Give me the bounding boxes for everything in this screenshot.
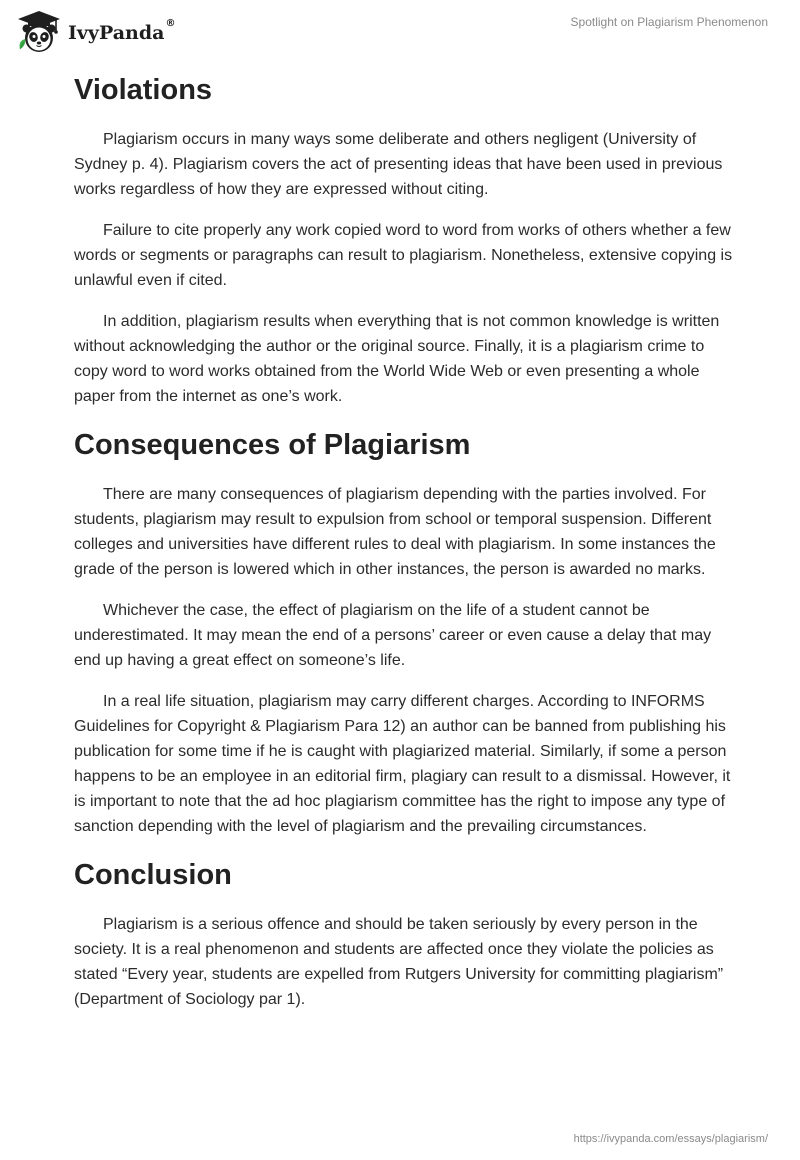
paragraph: Whichever the case, the effect of plagiarism on the life of a student cannot be underestimated. It may mean the end of a persons’ career or even cause a delay that may end up having a great effect on someone’s life. bbox=[74, 602, 712, 669]
section-conclusion bbox=[74, 855, 734, 1012]
site-logo[interactable] bbox=[16, 8, 175, 56]
essay-content bbox=[74, 70, 734, 1028]
section-heading: Consequences of Plagiarism bbox=[74, 429, 471, 461]
paragraph: Failure to cite properly any work copied word to word from works of others whether a few words or segments or paragraphs can result to plagiarism. Nonetheless, extensive copying is unlawful even if cited. bbox=[74, 222, 733, 289]
section-heading: Conclusion bbox=[74, 859, 232, 891]
paragraph: Plagiarism occurs in many ways some deliberate and others negligent (University of Sydney p. 4). Plagiarism covers the act of presenting ideas that have been used in previous works regardless of how they are expressed without citing. bbox=[74, 131, 723, 198]
paragraph: There are many consequences of plagiarism depending with the parties involved. For students, plagiarism may result to expulsion from school or temporal suspension. Different colleges and universities have different rules to deal with plagiarism. In some instances the grade of the person is lowered which in other instances, the person is awarded no marks. bbox=[74, 486, 716, 578]
panda-graduate-icon bbox=[16, 9, 62, 55]
brand-text: IvyPanda bbox=[68, 22, 165, 44]
section-violations bbox=[74, 70, 734, 409]
section-heading: Violations bbox=[74, 74, 213, 106]
section-consequences bbox=[74, 425, 734, 839]
page-header bbox=[0, 0, 800, 60]
registered-mark: ® bbox=[165, 18, 176, 29]
paragraph: In a real life situation, plagiarism may carry different charges. According to INFORMS Guidelines for Copyright & Plagiarism Para 12) an author can be banned from publishing his publication for some time if he is caught with plagiarized material. Similarly, if some a person happens to be an employee in an editorial firm, plagiary can result to a dismissal. However, it is important to note that the ad hoc plagiarism committee has the right to impose any type of sanction depending with the level of plagiarism and the prevailing circumstances. bbox=[74, 693, 731, 835]
brand-name bbox=[68, 18, 176, 44]
source-url-link[interactable]: https://ivypanda.com/essays/plagiarism/ bbox=[573, 1133, 768, 1145]
paragraph: Plagiarism is a serious offence and should be taken seriously by every person in the society. It is a real phenomenon and students are affected once they violate the policies as stated “Every year, students are expelled from Rutgers University for committing plagiarism” (Department of Sociology par 1). bbox=[74, 916, 724, 1008]
document-title: Spotlight on Plagiarism Phenomenon bbox=[570, 15, 768, 29]
paragraph: In addition, plagiarism results when everything that is not common knowledge is written without acknowledging the author or the original source. Finally, it is a plagiarism crime to copy word to word works obtained from the World Wide Web or even presenting a whole paper from the internet as one’s work. bbox=[74, 313, 720, 405]
